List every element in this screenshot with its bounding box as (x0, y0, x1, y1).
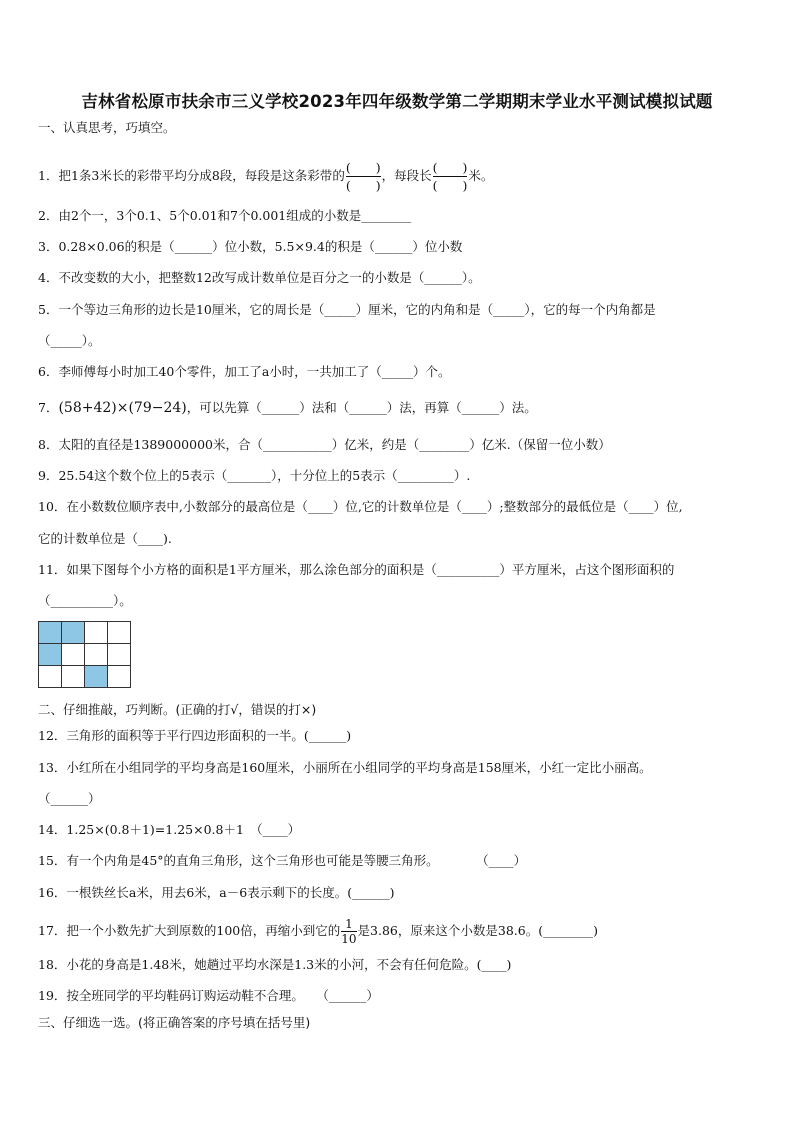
q7-text: ，可以先算（______）法和（______）法，再算（______）法。 (186, 400, 537, 415)
section-1-heading: 一、认真思考，巧填空。 (38, 120, 176, 135)
question-12: 12．三角形的面积等于平行四边形面积的一半。(______) (38, 728, 352, 743)
q1-frac1-numerator-blank[interactable]: ( ) (345, 160, 381, 175)
q1-frac1-denominator-blank[interactable]: ( ) (345, 178, 381, 193)
section-2-heading: 二、仔细推敲，巧判断。(正确的打√，错误的打×) (38, 702, 317, 717)
q1-text-b: ，每段长 (381, 168, 432, 183)
question-6: 6．李师傅每小时加工40个零件，加工了a小时，一共加工了（_____）个。 (38, 364, 451, 379)
grid-cell (62, 666, 85, 688)
q17-numerator: 1 (345, 917, 353, 931)
grid-table (38, 621, 131, 688)
question-2: 2．由2个一，3个0.1、5个0.01和7个0.001组成的小数是________ (38, 208, 412, 223)
grid-cell-shaded (85, 666, 108, 688)
section-3-heading: 三、仔细选一选。(将正确答案的序号填在括号里) (38, 1015, 311, 1030)
q17-text-b: 是3.86，原来这个小数是38.6。(________) (357, 923, 598, 938)
shaded-grid-figure (38, 621, 131, 688)
page-title: 吉林省松原市扶余市三义学校2023年四年级数学第二学期期末学业水平测试模拟试题 (81, 92, 713, 111)
grid-cell (85, 622, 108, 644)
q1-fraction-1 (346, 159, 381, 194)
grid-cell-shaded (62, 622, 85, 644)
question-17 (38, 917, 758, 946)
q1-fraction-2 (433, 159, 468, 194)
grid-cell (39, 666, 62, 688)
question-10-line-2: 它的计数单位是（____). (38, 531, 172, 546)
q1-frac2-denominator-blank[interactable]: ( ) (432, 178, 468, 193)
grid-row (39, 666, 131, 688)
question-14: 14．1.25×(0.8＋1)=1.25×0.8＋1 （____） (38, 822, 301, 837)
grid-cell-shaded (39, 644, 62, 666)
q17-text-a: 17．把一个小数先扩大到原数的100倍，再缩小到它的 (38, 923, 341, 938)
question-3: 3．0.28×0.06的积是（______）位小数，5.5×9.4的积是（______）位小数 (38, 239, 463, 254)
question-7 (38, 399, 758, 417)
grid-row (39, 622, 131, 644)
question-15: 15．有一个内角是45°的直角三角形，这个三角形也可能是等腰三角形。 （____） (38, 853, 527, 868)
q17-fraction (341, 917, 356, 946)
question-19: 19．按全班同学的平均鞋码订购运动鞋不合理。 （______） (38, 988, 379, 1003)
q1-frac2-numerator-blank[interactable]: ( ) (432, 160, 468, 175)
question-11-line-1: 11．如果下图每个小方格的面积是1平方厘米，那么涂色部分的面积是（__________）平方厘米，占这个图形面积的 (38, 562, 675, 577)
question-4: 4．不改变数的大小，把整数12改写成计数单位是百分之一的小数是（______）。 (38, 270, 481, 285)
grid-cell-shaded (39, 622, 62, 644)
question-13-line-2: （______） (38, 791, 101, 806)
q1-text-a: 1．把1条3米长的彩带平均分成8段，每段是这条彩带的 (38, 168, 345, 183)
question-9: 9．25.54这个数个位上的5表示（_______），十分位上的5表示（_________）. (38, 468, 471, 483)
question-13-line-1: 13．小红所在小组同学的平均身高是160厘米，小丽所在小组同学的平均身高是158厘米，小红一定比小丽高。 (38, 760, 652, 775)
grid-cell (108, 622, 131, 644)
q7-number: 7． (38, 400, 59, 415)
grid-row (39, 644, 131, 666)
question-18: 18．小花的身高是1.48米，她趟过平均水深是1.3米的小河，不会有任何危险。(____) (38, 957, 512, 972)
question-11-line-2: （__________）。 (38, 593, 132, 608)
grid-cell (108, 644, 131, 666)
question-1 (38, 159, 758, 194)
question-10-line-1: 10．在小数数位顺序表中,小数部分的最高位是（____）位,它的计数单位是（____）;整数部分的最低位是（____）位, (38, 499, 683, 514)
question-5-line-1: 5．一个等边三角形的边长是10厘米，它的周长是（_____）厘米，它的内角和是（_____），它的每一个内角都是 (38, 302, 656, 317)
q17-denominator: 10 (341, 932, 357, 946)
grid-cell (85, 644, 108, 666)
grid-cell (62, 644, 85, 666)
question-16: 16．一根铁丝长a米，用去6米，a－6表示剩下的长度。(______) (38, 885, 395, 900)
q7-expression: (58+42)×(79−24) (58, 400, 187, 416)
question-8: 8．太阳的直径是1389000000米，合（___________）亿米，约是（________）亿米.（保留一位小数） (38, 437, 611, 452)
q1-text-c: 米。 (468, 168, 494, 183)
grid-cell (108, 666, 131, 688)
question-5-line-2: （_____）。 (38, 333, 101, 348)
